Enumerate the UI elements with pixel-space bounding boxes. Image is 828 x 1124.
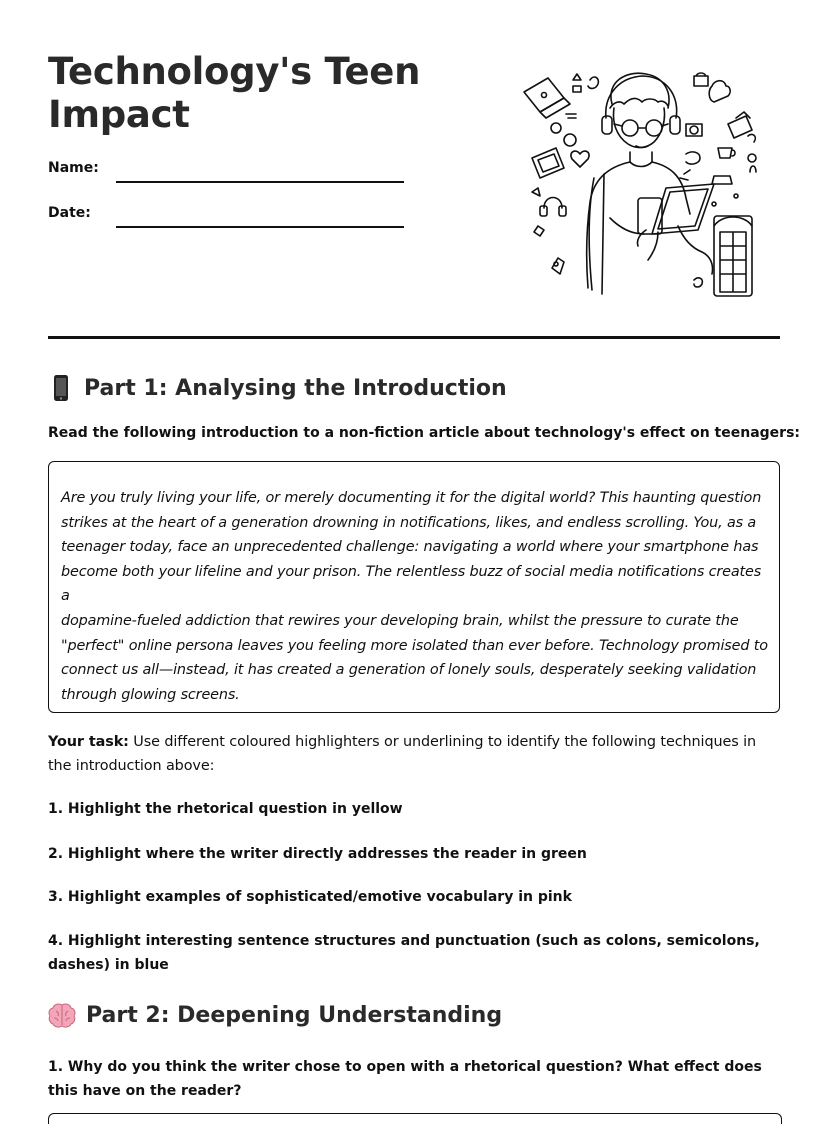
passage-line: through glowing screens. [61,686,240,703]
passage-line: teenager today, face an unprecedented challenge: navigating a world where your smartphone has [61,539,759,556]
task-instruction [48,731,768,778]
task-item: 4. Highlight interesting sentence structures and punctuation (such as colons, semicolons, dashes) in blue [48,933,760,973]
passage-line: dopamine-fueled addiction that rewires your developing brain, whilst the pressure to curate the [61,612,739,629]
passage-line: "perfect" online persona leaves you feeling more isolated than ever before. Technology promised to [61,637,768,654]
name-field[interactable] [116,181,404,183]
task-item: 1. Highlight the rhetorical question in yellow [48,801,403,817]
introduction-passage [61,486,769,707]
part1-heading-text: Part 1: Analysing the Introduction [84,375,507,401]
date-field[interactable] [116,226,404,228]
introduction-passage-box [48,461,780,713]
name-label: Name: [48,160,99,176]
brain-icon [48,1002,76,1028]
task-label: Your task: [48,734,129,750]
passage-line: become both your lifeline and your prison. The relentless buzz of social media notifications creates a [61,563,762,605]
question-1: 1. Why do you think the writer chose to open with a rhetorical question? What effect does this have on the reader? [48,1059,762,1099]
answer-box-1[interactable] [48,1113,782,1124]
date-label: Date: [48,205,91,221]
task-text: Use different coloured highlighters or underlining to identify the following techniques in the introduction above: [48,734,757,774]
part1-heading [48,374,507,402]
part1-instruction: Read the following introduction to a non-fiction article about technology's effect on teenagers: [48,425,801,441]
part2-heading-text: Part 2: Deepening Understanding [86,1002,503,1028]
section-divider [48,336,780,339]
teen-with-phone-illustration-icon [518,68,764,302]
page-title: Technology's Teen Impact [48,50,421,136]
passage-line: strikes at the heart of a generation drowning in notifications, likes, and endless scrolling. You, as a [61,514,757,531]
task-item: 3. Highlight examples of sophisticated/emotive vocabulary in pink [48,889,572,905]
part2-heading [48,1002,502,1028]
mobile-phone-icon [48,374,74,402]
passage-line: connect us all—instead, it has created a generation of lonely souls, desperately seeking validation [61,662,757,679]
passage-line: Are you truly living your life, or merely documenting it for the digital world? This haunting question [61,490,762,506]
task-item: 2. Highlight where the writer directly addresses the reader in green [48,846,587,862]
